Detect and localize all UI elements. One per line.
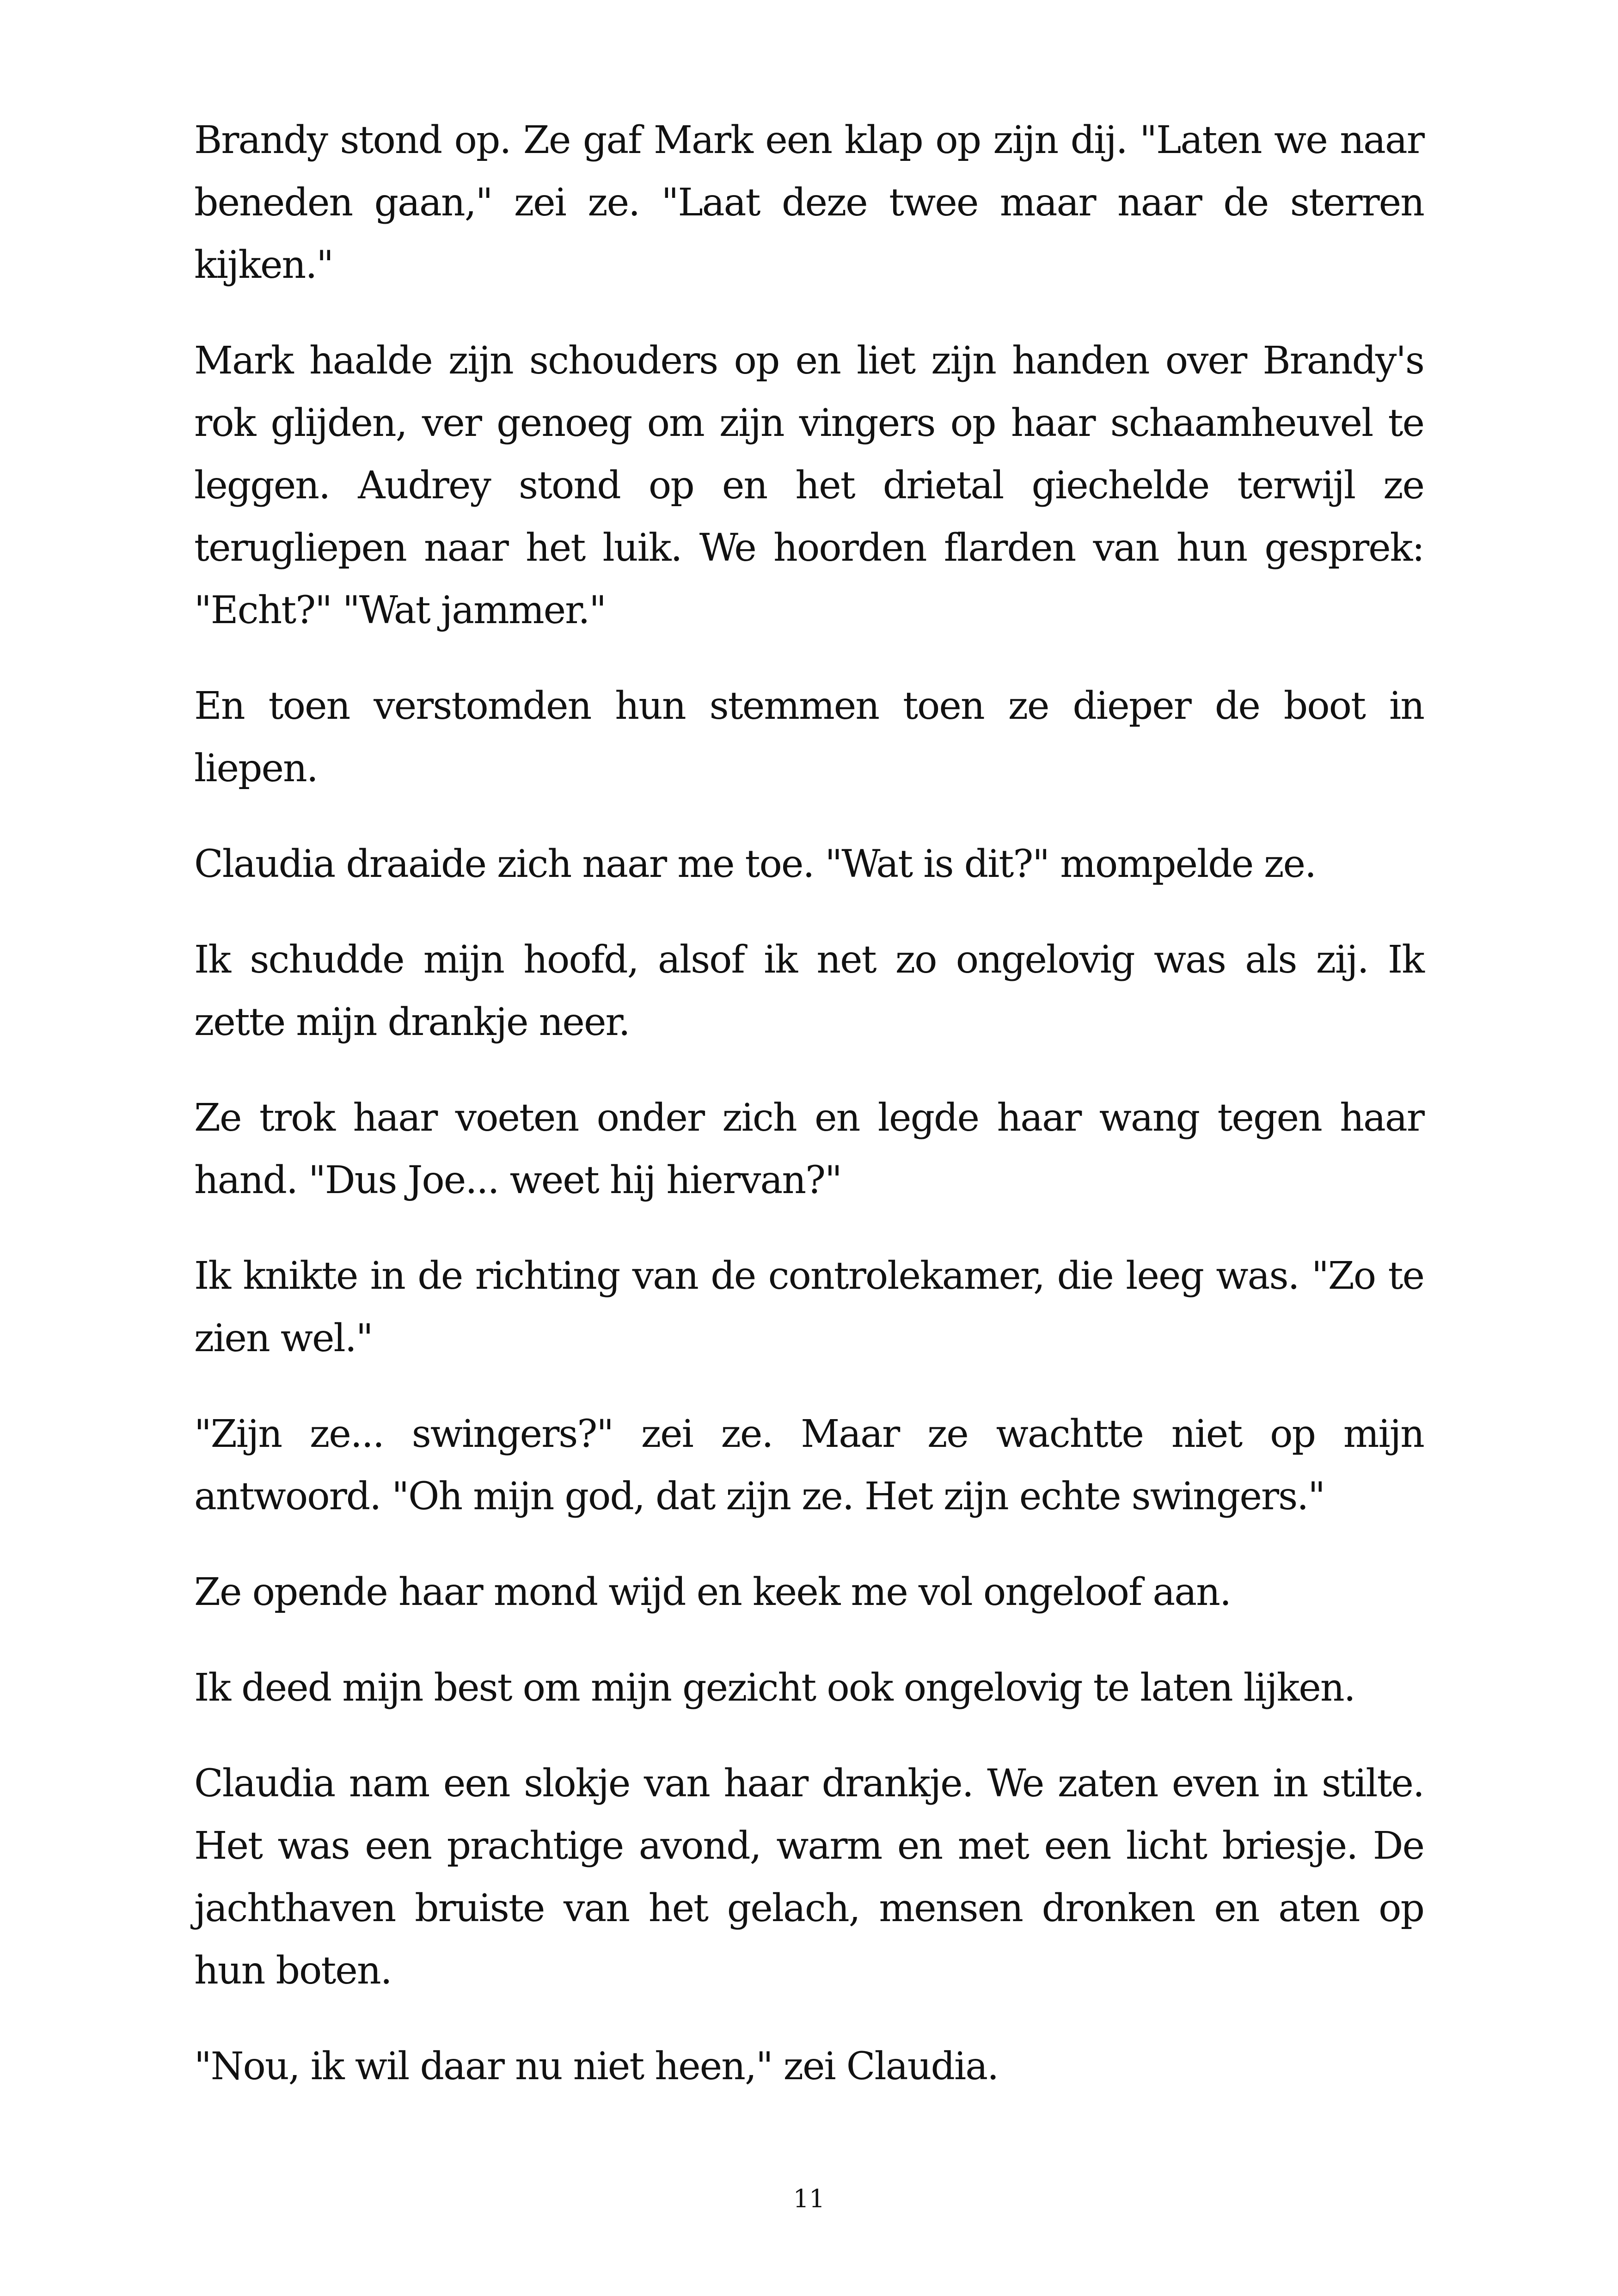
paragraph: Mark haalde zijn schouders op en liet zijn handen over Brandy's rok glijden, ver genoeg om zijn vingers op haar schaamheuvel te leggen. Audrey stond op en het drietal giechelde terwijl ze terugliepen naar het luik. We hoorden flarden van hun gesprek: "Echt?" "Wat jammer.": [194, 339, 1424, 632]
paragraph: "Nou, ik wil daar nu niet heen," zei Claudia.: [194, 2045, 999, 2088]
paragraph: Claudia draaide zich naar me toe. "Wat is dit?" mompelde ze.: [194, 842, 1316, 886]
body-text: [194, 109, 1424, 2131]
paragraph: Claudia nam een slokje van haar drankje. We zaten even in stilte. Het was een prachtige avond, warm en met een licht briesje. De jachthaven bruiste van het gelach, mensen dronken en aten op hun boten.: [194, 1762, 1424, 1993]
page-number: 11: [793, 2184, 825, 2213]
paragraph: Ik deed mijn best om mijn gezicht ook ongelovig te laten lijken.: [194, 1666, 1355, 1710]
paragraph: Ik knikte in de richting van de controlekamer, die leeg was. "Zo te zien wel.": [194, 1254, 1424, 1360]
paragraph: Ze opende haar mond wijd en keek me vol ongeloof aan.: [194, 1570, 1231, 1614]
paragraph: En toen verstomden hun stemmen toen ze dieper de boot in liepen.: [194, 684, 1424, 790]
paragraph: Brandy stond op. Ze gaf Mark een klap op zijn dij. "Laten we naar beneden gaan," zei ze. "Laat deze twee maar naar de sterren kijken.": [194, 118, 1424, 287]
paragraph: "Zijn ze... swingers?" zei ze. Maar ze wachtte niet op mijn antwoord. "Oh mijn god, dat zijn ze. Het zijn echte swingers.": [194, 1412, 1424, 1518]
paragraph: Ze trok haar voeten onder zich en legde haar wang tegen haar hand. "Dus Joe... weet hij hiervan?": [194, 1096, 1424, 1202]
paragraph: Ik schudde mijn hoofd, alsof ik net zo ongelovig was als zij. Ik zette mijn drankje neer.: [194, 938, 1424, 1044]
